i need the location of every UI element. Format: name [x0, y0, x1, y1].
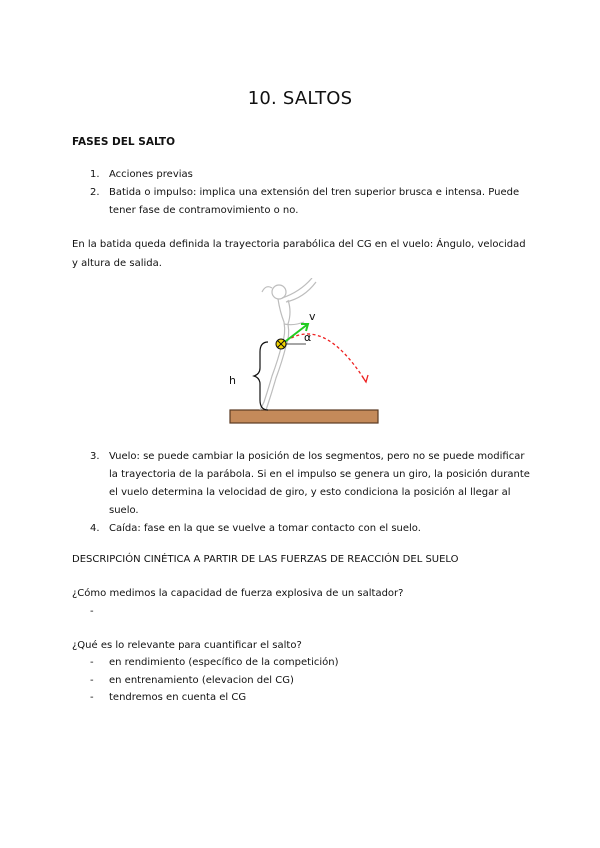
list-number: 3.: [90, 451, 100, 462]
list-number: 1.: [90, 169, 100, 180]
height-brace: [254, 342, 268, 410]
list-item: [72, 448, 532, 520]
list-number: 4.: [90, 523, 100, 534]
phases-list-b: [72, 448, 532, 538]
list-number: 2.: [90, 187, 100, 198]
question-1: ¿Cómo medimos la capacidad de fuerza explosiva de un saltador?: [72, 588, 404, 599]
list-item: [72, 603, 109, 621]
trajectory-path: [282, 334, 366, 382]
list-text: en entrenamiento (elevacion del CG): [109, 674, 294, 686]
label-v: v: [309, 310, 316, 323]
question-1-list: [72, 603, 109, 621]
list-item: [72, 672, 339, 690]
dash-marker: -: [90, 657, 94, 668]
list-item: [72, 166, 532, 184]
question-2-list: [72, 654, 339, 707]
cg-marker: [276, 339, 286, 349]
list-text: Vuelo: se puede cambiar la posición de los segmentos, pero no se puede modificar la trayectoria de la parábola. Si en el impulso se genera un giro, la posición durante el vuelo determina la velocidad de giro, y esto condiciona la posición al llegar al suelo.: [109, 451, 530, 516]
phases-list-a: [72, 166, 532, 220]
list-text: Caída: fase en la que se vuelve a tomar contacto con el suelo.: [109, 523, 421, 534]
list-item: [72, 184, 532, 220]
list-item: [72, 689, 339, 707]
batida-paragraph: En la batida queda definida la trayectoria parabólica del CG en el vuelo: Ángulo, velocidad y altura de salida.: [72, 239, 526, 269]
list-text: tendremos en cuenta el CG: [109, 692, 247, 703]
ground-board: [230, 410, 378, 423]
list-item: [72, 654, 339, 672]
list-text: Batida o impulso: implica una extensión del tren superior brusca e intensa. Puede tener fase de contramovimiento o no.: [109, 187, 520, 216]
list-text: en rendimiento (específico de la competición): [109, 657, 339, 668]
dash-marker: -: [90, 606, 94, 617]
dash-marker: -: [90, 692, 94, 703]
dash-marker: -: [90, 674, 94, 686]
label-alpha: α: [304, 331, 312, 344]
label-h: h: [229, 374, 236, 387]
list-text: Acciones previas: [109, 169, 193, 180]
jump-diagram: [222, 278, 382, 428]
jump-figure: [222, 278, 382, 428]
question-2: ¿Qué es lo relevante para cuantificar el salto?: [72, 640, 302, 651]
list-item: [72, 520, 532, 538]
section-heading-fases: FASES DEL SALTO: [72, 136, 176, 148]
section-heading-descripcion: DESCRIPCIÓN CINÉTICA A PARTIR DE LAS FUERZAS DE REACCIÓN DEL SUELO: [72, 554, 459, 565]
page-title: 10. SALTOS: [247, 88, 353, 109]
